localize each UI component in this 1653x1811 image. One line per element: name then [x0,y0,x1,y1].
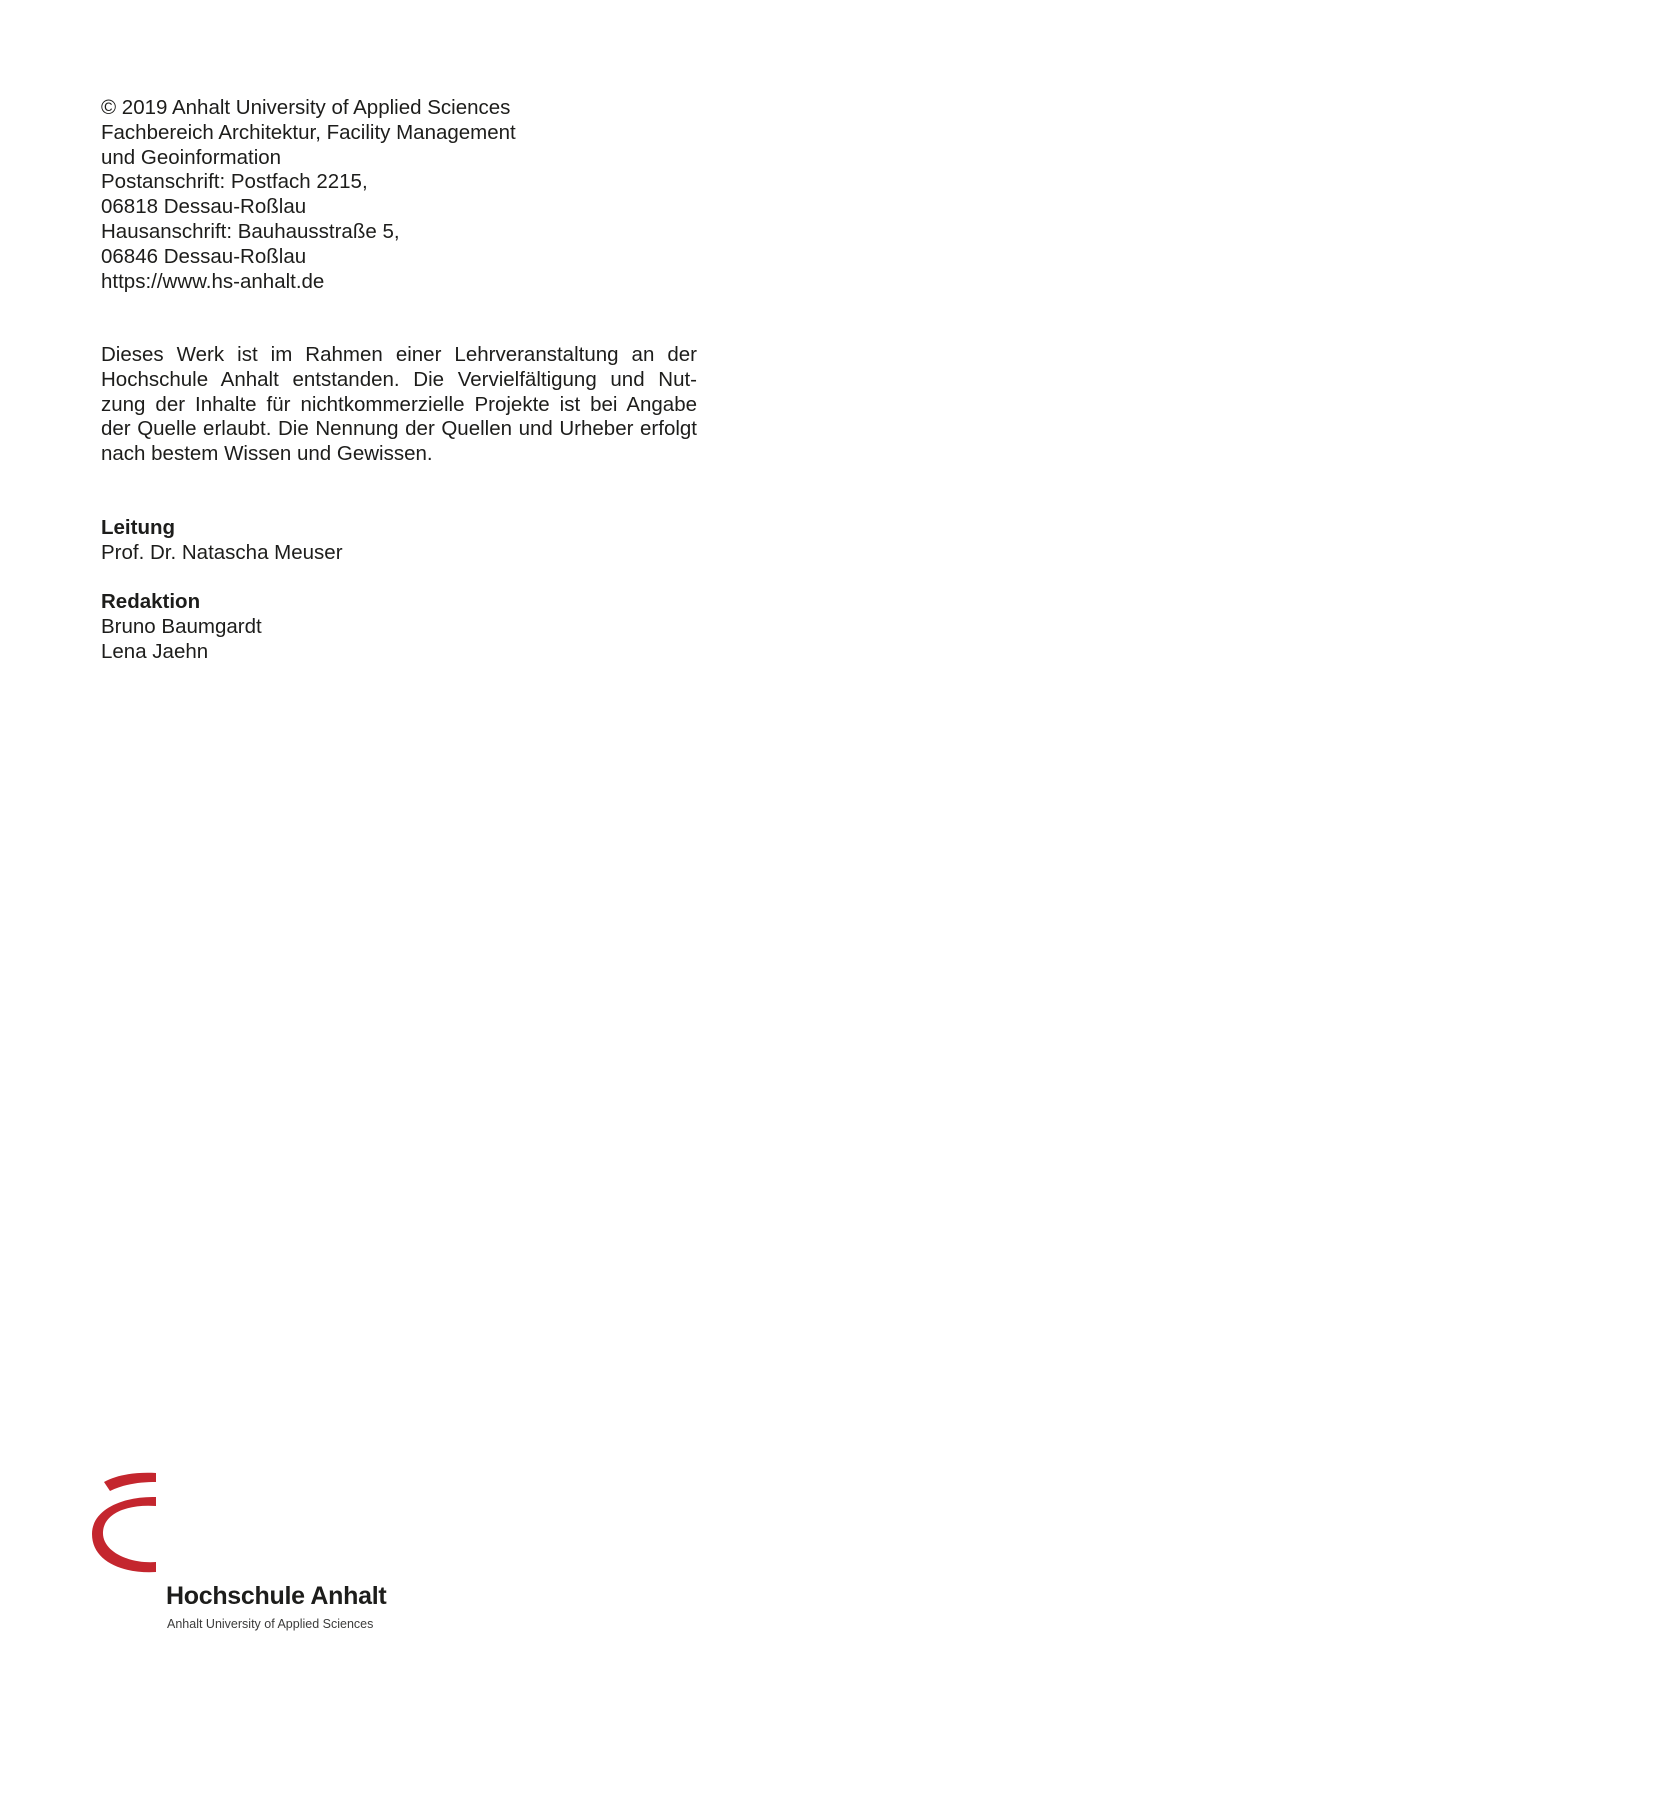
imprint-line-postal-city: 06818 Dessau-Roßlau [101,195,307,219]
imprint-line-department-cont: und Geoinformation [101,145,282,169]
disclaimer-line: der Quelle erlaubt. Die Nennung der Quellen und Urheber erfolgt [101,417,697,441]
redaktion-name: Bruno Baumgardt [101,614,262,638]
disclaimer-line: Dieses Werk ist im Rahmen einer Lehrveranstaltung an der [101,343,697,366]
logo-arc-top [104,1473,156,1491]
leitung-name: Prof. Dr. Natascha Meuser [101,540,343,564]
credits-leitung [101,516,343,566]
imprint-line-copyright: © 2019 Anhalt University of Applied Sciences [101,96,511,119]
credits-redaktion [101,590,262,664]
logo-arc-bottom [92,1497,156,1572]
redaktion-heading: Redaktion [101,590,201,613]
imprint-address-block [101,96,516,294]
imprint-line-postal-address: Postanschrift: Postfach 2215, [101,170,368,194]
imprint-line-street-city: 06846 Dessau-Roßlau [101,244,307,268]
logo-tagline: Anhalt University of Applied Sciences [167,1617,374,1631]
disclaimer-paragraph [101,343,697,467]
leitung-heading: Leitung [101,516,176,539]
imprint-line-website: https://www.hs-anhalt.de [101,269,325,293]
hochschule-anhalt-logo [90,1470,410,1640]
imprint-line-street-address: Hausanschrift: Bauhausstraße 5, [101,219,400,243]
disclaimer-line: Hochschule Anhalt entstanden. Die Vervielfältigung und Nut- [101,367,697,391]
imprint-line-department: Fachbereich Architektur, Facility Management [101,120,516,144]
logo-wordmark: Hochschule Anhalt [166,1582,387,1610]
disclaimer-line: zung der Inhalte für nichtkommerzielle Projekte ist bei Angabe [101,392,697,416]
hochschule-anhalt-arc-logo-icon [90,1470,160,1576]
disclaimer-line: nach bestem Wissen und Gewissen. [101,442,433,466]
redaktion-name: Lena Jaehn [101,639,209,663]
